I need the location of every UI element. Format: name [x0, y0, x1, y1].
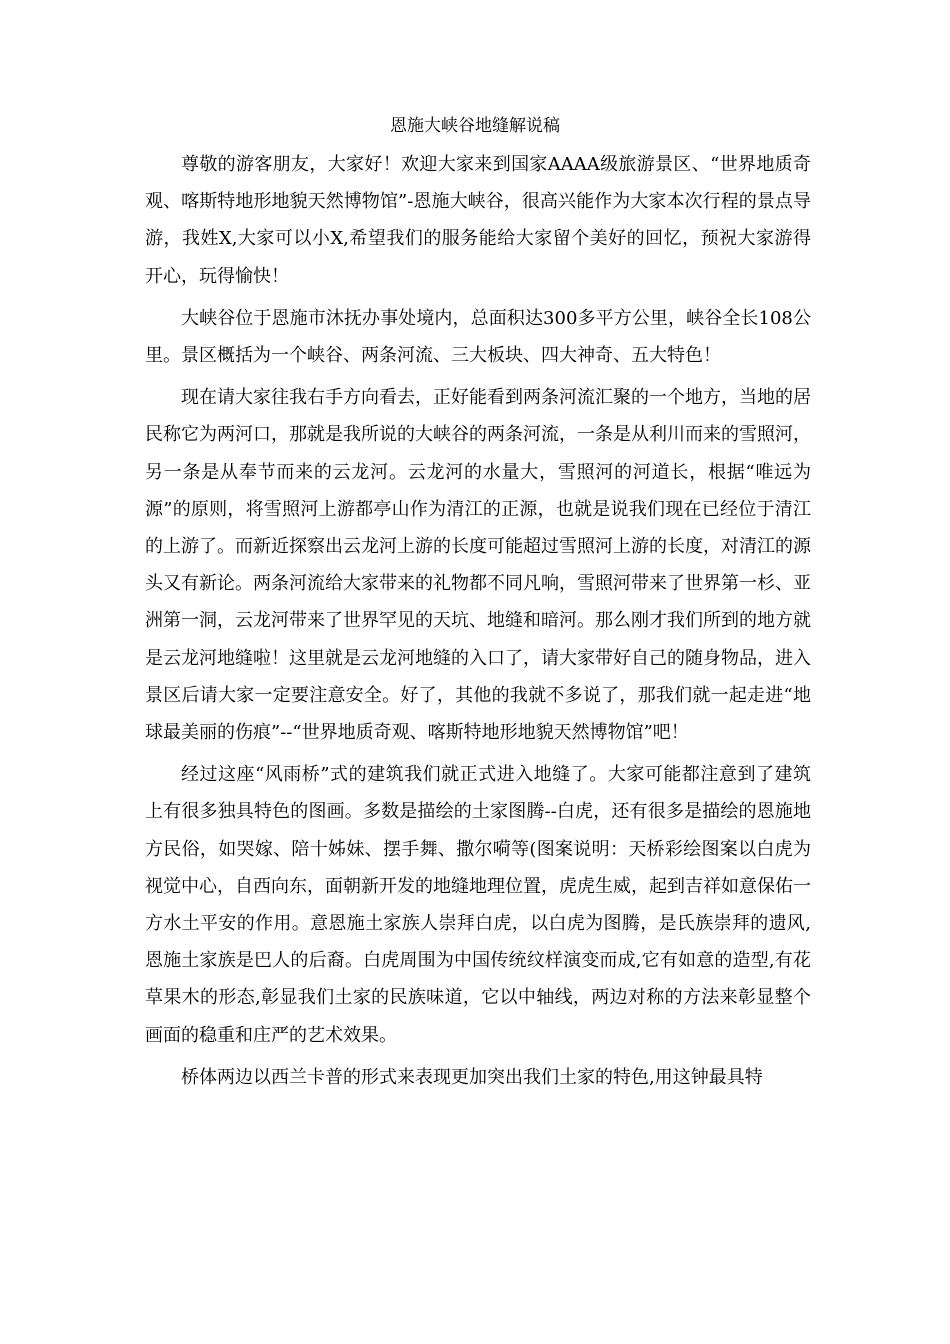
paragraph-two-rivers: 现在请大家往我右手方向看去，正好能看到两条河流汇聚的一个地方，当地的居民称它为两河口，那就是我所说的大峡谷的两条河流，一条是从利川而来的雪照河，另一条是从奉节而来的云龙河。云龙河的水量大，雪照河的河道长，根据“唯远为源”的原则，将雪照河上游都亭山作为清江的正源，也就是说我们现在已经位于清江的上游了。而新近探察出云龙河上游的长度可能超过雪照河上游的长度，对清江的源头又有新论。两条河流给大家带来的礼物都不同凡响，雪照河带来了世界第一杉、亚洲第一洞，云龙河带来了世界罕见的天坑、地缝和暗河。那么刚才我们所到的地方就是云龙河地缝啦！这里就是云龙河地缝的入口了，请大家带好自己的随身物品，进入景区后请大家一定要注意安全。好了，其他的我就不多说了，那我们就一起走进“地球最美丽的伤痕”--“世界地质奇观、喀斯特地形地貌天然博物馆”吧！: [145, 387, 811, 744]
document-body: [145, 146, 811, 1096]
paragraph-bridge-sides: 桥体两边以西兰卡普的形式来表现更加突出我们土家的特色,用这钟最具特: [181, 1066, 763, 1088]
paragraph-overview: 大峡谷位于恩施市沐抚办事处境内，总面积达300多平方公里，峡谷全长108公里。景区概括为一个峡谷、两条河流、三大板块、四大神奇、五大特色！: [145, 307, 811, 367]
document-title: 恩施大峡谷地缝解说稿: [390, 116, 560, 136]
paragraph-welcome: 尊敬的游客朋友，大家好！欢迎大家来到国家AAAA级旅游景区、“世界地质奇观、喀斯特地形地貌天然博物馆”-恩施大峡谷，很高兴能作为大家本次行程的景点导游，我姓X,大家可以小X,希望我们的服务能给大家留个美好的回忆，预祝大家游得开心，玩得愉快！: [145, 154, 811, 287]
paragraph-bridge-art: 经过这座“风雨桥”式的建筑我们就正式进入地缝了。大家可能都注意到了建筑上有很多独具特色的图画。多数是描绘的土家图腾--白虎，还有很多是描绘的恩施地方民俗，如哭嫁、陪十姊妹、摆手舞、撒尔嗬等(图案说明：天桥彩绘图案以白虎为视觉中心，自西向东，面朝新开发的地缝地理位置，虎虎生威，起到吉祥如意保佑一方水土平安的作用。意恩施土家族人崇拜白虎，以白虎为图腾，是氏族崇拜的遗风,恩施土家族是巴人的后裔。白虎周围为中国传统纹样演变而成,它有如意的造型,有花草果木的形态,彰显我们土家的民族味道，它以中轴线，两边对称的方法来彰显整个画面的稳重和庄严的艺术效果。: [145, 764, 811, 1046]
